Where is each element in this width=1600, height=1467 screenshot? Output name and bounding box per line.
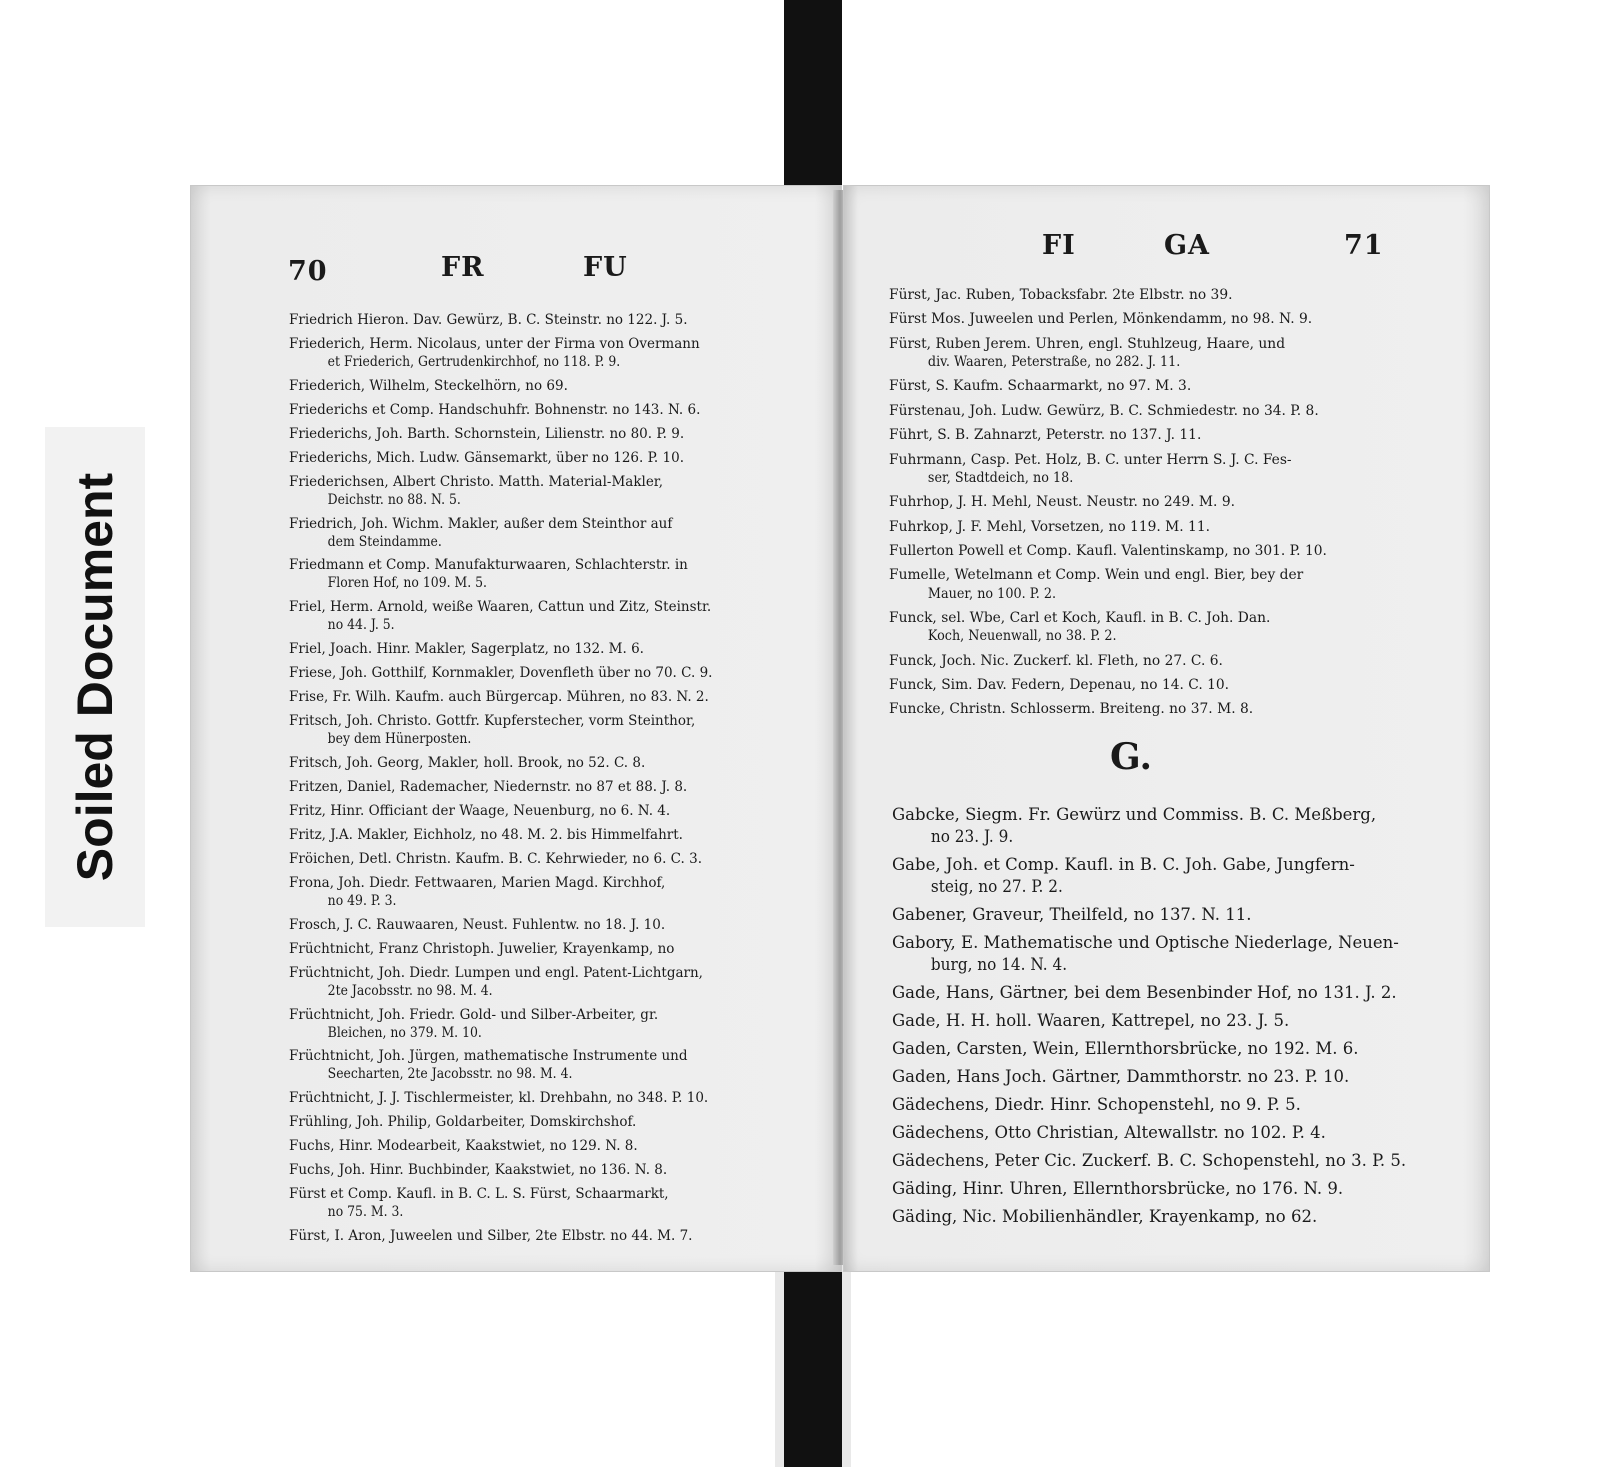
entry-continuation-line: ser, Stadtdeich, no 18.	[927, 469, 1074, 486]
entry-line: Fritzen, Daniel, Rademacher, Niedernstr. no 87 et 88. J. 8.	[289, 779, 688, 796]
entry-line: Gabe, Joh. et Comp. Kaufl. in B. C. Joh. Gabe, Jungfern-	[892, 855, 1355, 874]
entry-line: Fuhrhop, J. H. Mehl, Neust. Neustr. no 249. M. 9.	[889, 494, 1235, 511]
right-running-head-2: GA	[1164, 230, 1211, 261]
directory-entry	[289, 1162, 824, 1180]
directory-entry	[289, 402, 824, 420]
section-letter-g: G.	[1110, 736, 1152, 778]
directory-entry	[892, 982, 1462, 1004]
directory-entry	[289, 851, 824, 869]
side-label-box	[45, 427, 145, 927]
directory-entry	[889, 310, 1459, 328]
entry-line: Fröichen, Detl. Christn. Kaufm. B. C. Kehrwieder, no 6. C. 3.	[289, 850, 702, 867]
directory-entry	[289, 941, 824, 959]
entry-line: Früchtnicht, Joh. Friedr. Gold- und Silber-Arbeiter, gr.	[289, 1006, 659, 1023]
entry-line: Fumelle, Wetelmann et Comp. Wein und engl. Bier, bey der	[889, 567, 1304, 584]
entry-line: Fürst, I. Aron, Juweelen und Silber, 2te Elbstr. no 44. M. 7.	[289, 1228, 693, 1245]
directory-entry	[889, 652, 1459, 670]
directory-entry	[289, 426, 824, 444]
right-entry-list	[889, 286, 1459, 725]
directory-entry	[289, 378, 824, 396]
entry-continuation-line: Mauer, no 100. P. 2.	[927, 585, 1057, 602]
entry-line: Gädechens, Otto Christian, Altewallstr. no 102. P. 4.	[892, 1123, 1326, 1142]
directory-entry	[289, 557, 824, 593]
directory-entry	[289, 1048, 824, 1084]
right-page	[843, 185, 1490, 1272]
directory-entry	[889, 426, 1459, 444]
directory-entry	[889, 377, 1459, 395]
entry-continuation-line: dem Steindamme.	[327, 533, 442, 550]
entry-line: Frühling, Joh. Philip, Goldarbeiter, Domskirchshof.	[289, 1114, 637, 1131]
entry-continuation-line: steig, no 27. P. 2.	[930, 877, 1063, 896]
directory-entry	[289, 1228, 824, 1246]
entry-line: Gade, H. H. holl. Waaren, Kattrepel, no 23. J. 5.	[892, 1011, 1290, 1030]
entry-continuation-line: no 49. P. 3.	[327, 892, 397, 909]
directory-entry	[889, 609, 1459, 646]
directory-entry	[289, 1114, 824, 1132]
entry-line: Gädechens, Peter Cic. Zuckerf. B. C. Schopenstehl, no 3. P. 5.	[892, 1151, 1407, 1170]
directory-entry	[289, 779, 824, 797]
entry-line: Friederich, Herm. Nicolaus, unter der Firma von Overmann	[289, 335, 700, 352]
entry-line: Gäding, Nic. Mobilienhändler, Krayenkamp, no 62.	[892, 1207, 1318, 1226]
entry-continuation-line: Floren Hof, no 109. M. 5.	[327, 575, 488, 592]
directory-entry	[289, 312, 824, 330]
entry-continuation-line: 2te Jacobsstr. no 98. M. 4.	[327, 982, 493, 999]
binding-strip-top	[784, 0, 842, 195]
entry-continuation-line: no 23. J. 9.	[930, 827, 1014, 846]
directory-entry	[889, 518, 1459, 536]
entry-line: Frona, Joh. Diedr. Fettwaaren, Marien Magd. Kirchhof,	[289, 874, 666, 891]
entry-line: Fritz, Hinr. Officiant der Waage, Neuenburg, no 6. N. 4.	[289, 802, 671, 819]
entry-line: Frosch, J. C. Rauwaaren, Neust. Fuhlentw. no 18. J. 10.	[289, 916, 666, 933]
left-page-number: 70	[288, 256, 328, 287]
directory-entry	[289, 755, 824, 773]
directory-entry	[289, 689, 824, 707]
directory-entry	[889, 451, 1459, 488]
entry-line: Fürst, Ruben Jerem. Uhren, engl. Stuhlzeug, Haare, und	[889, 335, 1286, 352]
right-page-number: 71	[1344, 230, 1384, 261]
entry-line: Fritz, J.A. Makler, Eichholz, no 48. M. 2. bis Himmelfahrt.	[289, 826, 683, 843]
entry-continuation-line: Deichstr. no 88. N. 5.	[327, 491, 461, 508]
entry-line: Gädechens, Diedr. Hinr. Schopenstehl, no 9. P. 5.	[892, 1095, 1301, 1114]
entry-continuation-line: bey dem Hünerposten.	[327, 731, 472, 748]
entry-line: Friedrich, Joh. Wichm. Makler, außer dem Steinthor auf	[289, 515, 673, 532]
directory-entry	[289, 450, 824, 468]
directory-entry	[289, 1090, 824, 1108]
directory-entry	[892, 1066, 1462, 1088]
entry-line: Gaden, Carsten, Wein, Ellernthorsbrücke, no 192. M. 6.	[892, 1039, 1359, 1058]
entry-line: Friel, Joach. Hinr. Makler, Sagerplatz, no 132. M. 6.	[289, 641, 644, 658]
entry-line: Friedrich Hieron. Dav. Gewürz, B. C. Steinstr. no 122. J. 5.	[289, 312, 688, 328]
entry-line: Gaden, Hans Joch. Gärtner, Dammthorstr. no 23. P. 10.	[892, 1067, 1350, 1086]
directory-entry	[892, 932, 1462, 976]
entry-line: Friederichs et Comp. Handschuhfr. Bohnenstr. no 143. N. 6.	[289, 401, 701, 418]
entry-line: Friederichs, Mich. Ludw. Gänsemarkt, über no 126. P. 10.	[289, 449, 684, 466]
entry-line: Funck, Sim. Dav. Federn, Depenau, no 14. C. 10.	[889, 677, 1230, 694]
directory-entry	[889, 402, 1459, 420]
side-label: Soiled Document	[67, 472, 123, 882]
entry-line: Früchtnicht, J. J. Tischlermeister, kl. Drehbahn, no 348. P. 10.	[289, 1090, 709, 1107]
entry-line: Fuhrmann, Casp. Pet. Holz, B. C. unter Herrn S. J. C. Fes-	[889, 451, 1292, 468]
directory-entry	[289, 803, 824, 821]
directory-entry	[892, 1178, 1462, 1200]
directory-entry	[289, 875, 824, 911]
directory-entry	[289, 641, 824, 659]
entry-line: Fullerton Powell et Comp. Kaufl. Valentinskamp, no 301. P. 10.	[889, 542, 1327, 559]
entry-continuation-line: Bleichen, no 379. M. 10.	[327, 1024, 482, 1041]
entry-line: Früchtnicht, Joh. Jürgen, mathematische Instrumente und	[289, 1048, 688, 1065]
entry-line: Gabory, E. Mathematische und Optische Niederlage, Neuen-	[892, 933, 1399, 952]
directory-entry	[289, 1186, 824, 1222]
directory-entry	[889, 286, 1459, 304]
entry-line: Fürstenau, Joh. Ludw. Gewürz, B. C. Schmiedestr. no 34. P. 8.	[889, 402, 1319, 419]
entry-continuation-line: et Friederich, Gertrudenkirchhof, no 118. P. 9.	[327, 353, 621, 370]
entry-line: Funck, sel. Wbe, Carl et Koch, Kaufl. in B. C. Joh. Dan.	[889, 610, 1271, 627]
entry-line: Gäding, Hinr. Uhren, Ellernthorsbrücke, no 176. N. 9.	[892, 1179, 1344, 1198]
directory-entry	[289, 516, 824, 552]
g-entry-list	[892, 804, 1462, 1234]
entry-line: Funcke, Christn. Schlosserm. Breiteng. no 37. M. 8.	[889, 701, 1254, 718]
directory-entry	[289, 474, 824, 510]
entry-line: Führt, S. B. Zahnarzt, Peterstr. no 137. J. 11.	[889, 427, 1202, 444]
directory-entry	[289, 599, 824, 635]
entry-line: Funck, Joch. Nic. Zuckerf. kl. Fleth, no 27. C. 6.	[889, 652, 1223, 669]
directory-entry	[289, 965, 824, 1001]
directory-entry	[289, 665, 824, 683]
left-running-head-1: FR	[441, 252, 485, 283]
entry-line: Friederichsen, Albert Christo. Matth. Material-Makler,	[289, 473, 664, 490]
directory-entry	[892, 804, 1462, 848]
directory-entry	[892, 1010, 1462, 1032]
directory-entry	[889, 700, 1459, 718]
entry-line: Fürst et Comp. Kaufl. in B. C. L. S. Fürst, Schaarmarkt,	[289, 1186, 669, 1203]
right-running-head-1: FI	[1042, 230, 1076, 261]
directory-entry	[289, 827, 824, 845]
entry-line: Fuchs, Hinr. Modearbeit, Kaakstwiet, no 129. N. 8.	[289, 1138, 638, 1155]
entry-continuation-line: div. Waaren, Peterstraße, no 282. J. 11.	[927, 354, 1181, 371]
directory-entry	[289, 336, 824, 372]
directory-entry	[892, 854, 1462, 898]
entry-line: Früchtnicht, Joh. Diedr. Lumpen und engl. Patent-Lichtgarn,	[289, 964, 703, 981]
directory-entry	[889, 335, 1459, 372]
entry-line: Friederichs, Joh. Barth. Schornstein, Lilienstr. no 80. P. 9.	[289, 425, 685, 442]
entry-continuation-line: no 44. J. 5.	[327, 617, 395, 634]
directory-entry	[289, 1007, 824, 1043]
entry-line: Gabcke, Siegm. Fr. Gewürz und Commiss. B. C. Meßberg,	[892, 805, 1377, 824]
directory-entry	[289, 917, 824, 935]
binding-strip-bottom	[784, 1255, 842, 1467]
entry-line: Friederich, Wilhelm, Steckelhörn, no 69.	[289, 377, 568, 394]
directory-entry	[889, 542, 1459, 560]
directory-entry	[892, 1122, 1462, 1144]
entry-line: Friedmann et Comp. Manufakturwaaren, Schlachterstr. in	[289, 557, 688, 574]
entry-continuation-line: burg, no 14. N. 4.	[930, 955, 1068, 974]
directory-entry	[892, 1094, 1462, 1116]
entry-continuation-line: Koch, Neuenwall, no 38. P. 2.	[927, 628, 1117, 645]
left-page	[190, 185, 842, 1272]
entry-line: Friel, Herm. Arnold, weiße Waaren, Cattun und Zitz, Steinstr.	[289, 599, 712, 616]
directory-entry	[889, 676, 1459, 694]
entry-line: Fuhrkop, J. F. Mehl, Vorsetzen, no 119. M. 11.	[889, 518, 1210, 535]
entry-line: Friese, Joh. Gotthilf, Kornmakler, Dovenfleth über no 70. C. 9.	[289, 665, 713, 682]
directory-entry	[289, 713, 824, 749]
entry-line: Gabener, Graveur, Theilfeld, no 137. N. 11.	[892, 905, 1252, 924]
entry-continuation-line: no 75. M. 3.	[327, 1204, 404, 1221]
entry-continuation-line: Seecharten, 2te Jacobsstr. no 98. M. 4.	[327, 1066, 573, 1083]
left-running-head-2: FU	[583, 252, 628, 283]
directory-entry	[889, 493, 1459, 511]
entry-line: Fritsch, Joh. Christo. Gottfr. Kupferstecher, vorm Steinthor,	[289, 713, 696, 730]
entry-line: Fuchs, Joh. Hinr. Buchbinder, Kaakstwiet, no 136. N. 8.	[289, 1162, 668, 1179]
directory-entry	[892, 1206, 1462, 1228]
left-entry-list	[289, 312, 824, 1252]
directory-entry	[289, 1138, 824, 1156]
directory-entry	[892, 1150, 1462, 1172]
directory-entry	[892, 904, 1462, 926]
entry-line: Fürst, S. Kaufm. Schaarmarkt, no 97. M. 3.	[889, 378, 1192, 395]
entry-line: Gade, Hans, Gärtner, bei dem Besenbinder Hof, no 131. J. 2.	[892, 983, 1397, 1002]
entry-line: Fritsch, Joh. Georg, Makler, holl. Brook, no 52. C. 8.	[289, 755, 646, 772]
entry-line: Frise, Fr. Wilh. Kaufm. auch Bürgercap. Mühren, no 83. N. 2.	[289, 689, 709, 706]
directory-entry	[892, 1038, 1462, 1060]
entry-line: Früchtnicht, Franz Christoph. Juwelier, Krayenkamp, no	[289, 940, 675, 957]
directory-entry	[889, 566, 1459, 603]
entry-line: Fürst Mos. Juweelen und Perlen, Mönkendamm, no 98. N. 9.	[889, 311, 1313, 328]
entry-line: Fürst, Jac. Ruben, Tobacksfabr. 2te Elbstr. no 39.	[889, 287, 1233, 303]
